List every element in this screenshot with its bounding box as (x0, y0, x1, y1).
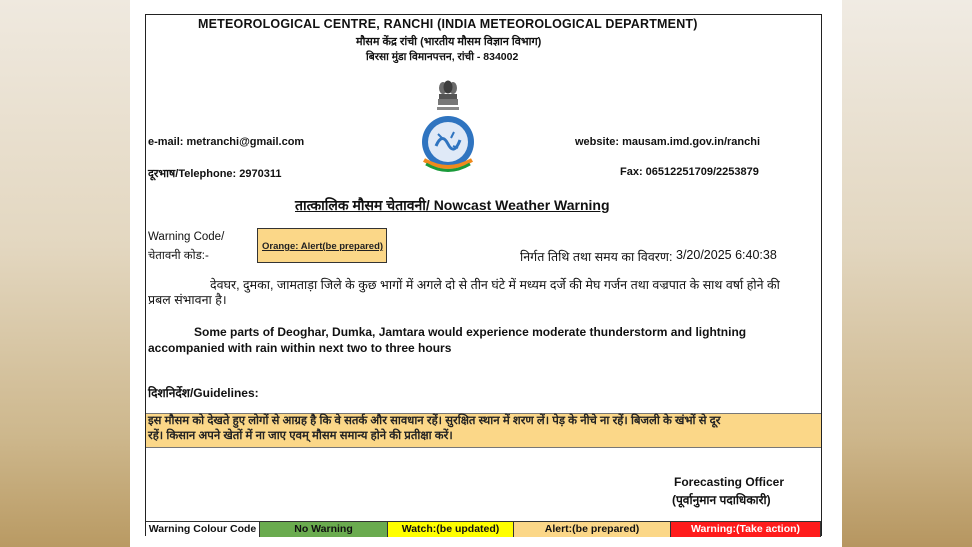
warning-code-badge (257, 228, 387, 263)
message-hindi-line-2: प्रबल संभावना है। (148, 293, 227, 307)
guidelines-label: दिशनिर्देश/Guidelines: (148, 386, 259, 400)
page-title: तात्कालिक मौसम चेतावनी/ Nowcast Weather Warning (295, 197, 610, 213)
officer-title-hindi: (पूर्वानुमान पदाधिकारी) (672, 493, 771, 507)
warning-colour-legend (146, 521, 821, 537)
fax-text: Fax: 06512251709/2253879 (620, 166, 759, 178)
website-text: website: mausam.imd.gov.in/ranchi (575, 136, 761, 148)
guidelines-line-1: इस मौसम को देखते हुए लोगों से आग्रह है कि वे सतर्क और सावधान रहें। सुरक्षित स्थान में शरण लें। पेड़ के नीचे ना रहें। बिजली के खंभों से दूर (148, 415, 721, 427)
legend-no-warning: No Warning (260, 522, 388, 537)
message-english-line-2: accompanied with rain within next two to three hours (148, 341, 452, 355)
header-line-1: METEOROLOGICAL CENTRE, RANCHI (INDIA METEOROLOGICAL DEPARTMENT) (198, 17, 698, 31)
ashoka-emblem-icon (436, 80, 460, 114)
message-hindi-line-1: देवघर, दुमका, जामताड़ा जिले के कुछ भागों में अगले दो से तीन घंटे में मध्यम दर्जे की मेघ गर्जन तथा वज्रपात के साथ वर्षा होने की (210, 278, 780, 292)
legend-label: Warning Colour Code (146, 522, 260, 537)
warning-code-label-1: Warning Code/ (148, 231, 225, 243)
issued-value: 3/20/2025 6:40:38 (676, 248, 777, 262)
legend-alert: Alert:(be prepared) (514, 522, 671, 537)
message-english-line-1: Some parts of Deoghar, Dumka, Jamtara would experience moderate thunderstorm and lightning (194, 325, 747, 339)
guidelines-line-2: रहें। किसान अपने खेतों में ना जाए एवम् मौसम समान्य होने की प्रतीक्षा करें। (148, 430, 453, 442)
background-right (842, 0, 972, 547)
legend-watch: Watch:(be updated) (388, 522, 514, 537)
officer-title: Forecasting Officer (674, 475, 785, 489)
header-line-3: बिरसा मुंडा विमानपत्तन, रांची - 834002 (366, 51, 519, 63)
email-text: e-mail: metranchi@gmail.com (148, 136, 305, 148)
issued-label: निर्गत तिथि तथा समय का विवरण: (520, 250, 673, 264)
imd-logo-icon (418, 114, 478, 176)
guidelines-text (148, 414, 816, 444)
header-line-2: मौसम केंद्र रांची (भारतीय मौसम विज्ञान विभाग) (356, 36, 542, 48)
warning-code-label-2: चेतावनी कोड:- (148, 250, 209, 262)
legend-warning: Warning:(Take action) (671, 522, 821, 537)
telephone-text: दूरभाष/Telephone: 2970311 (148, 168, 282, 180)
warning-code-value: Orange: Alert(be prepared) (262, 241, 384, 252)
document-frame (145, 14, 822, 536)
background-left (0, 0, 130, 547)
